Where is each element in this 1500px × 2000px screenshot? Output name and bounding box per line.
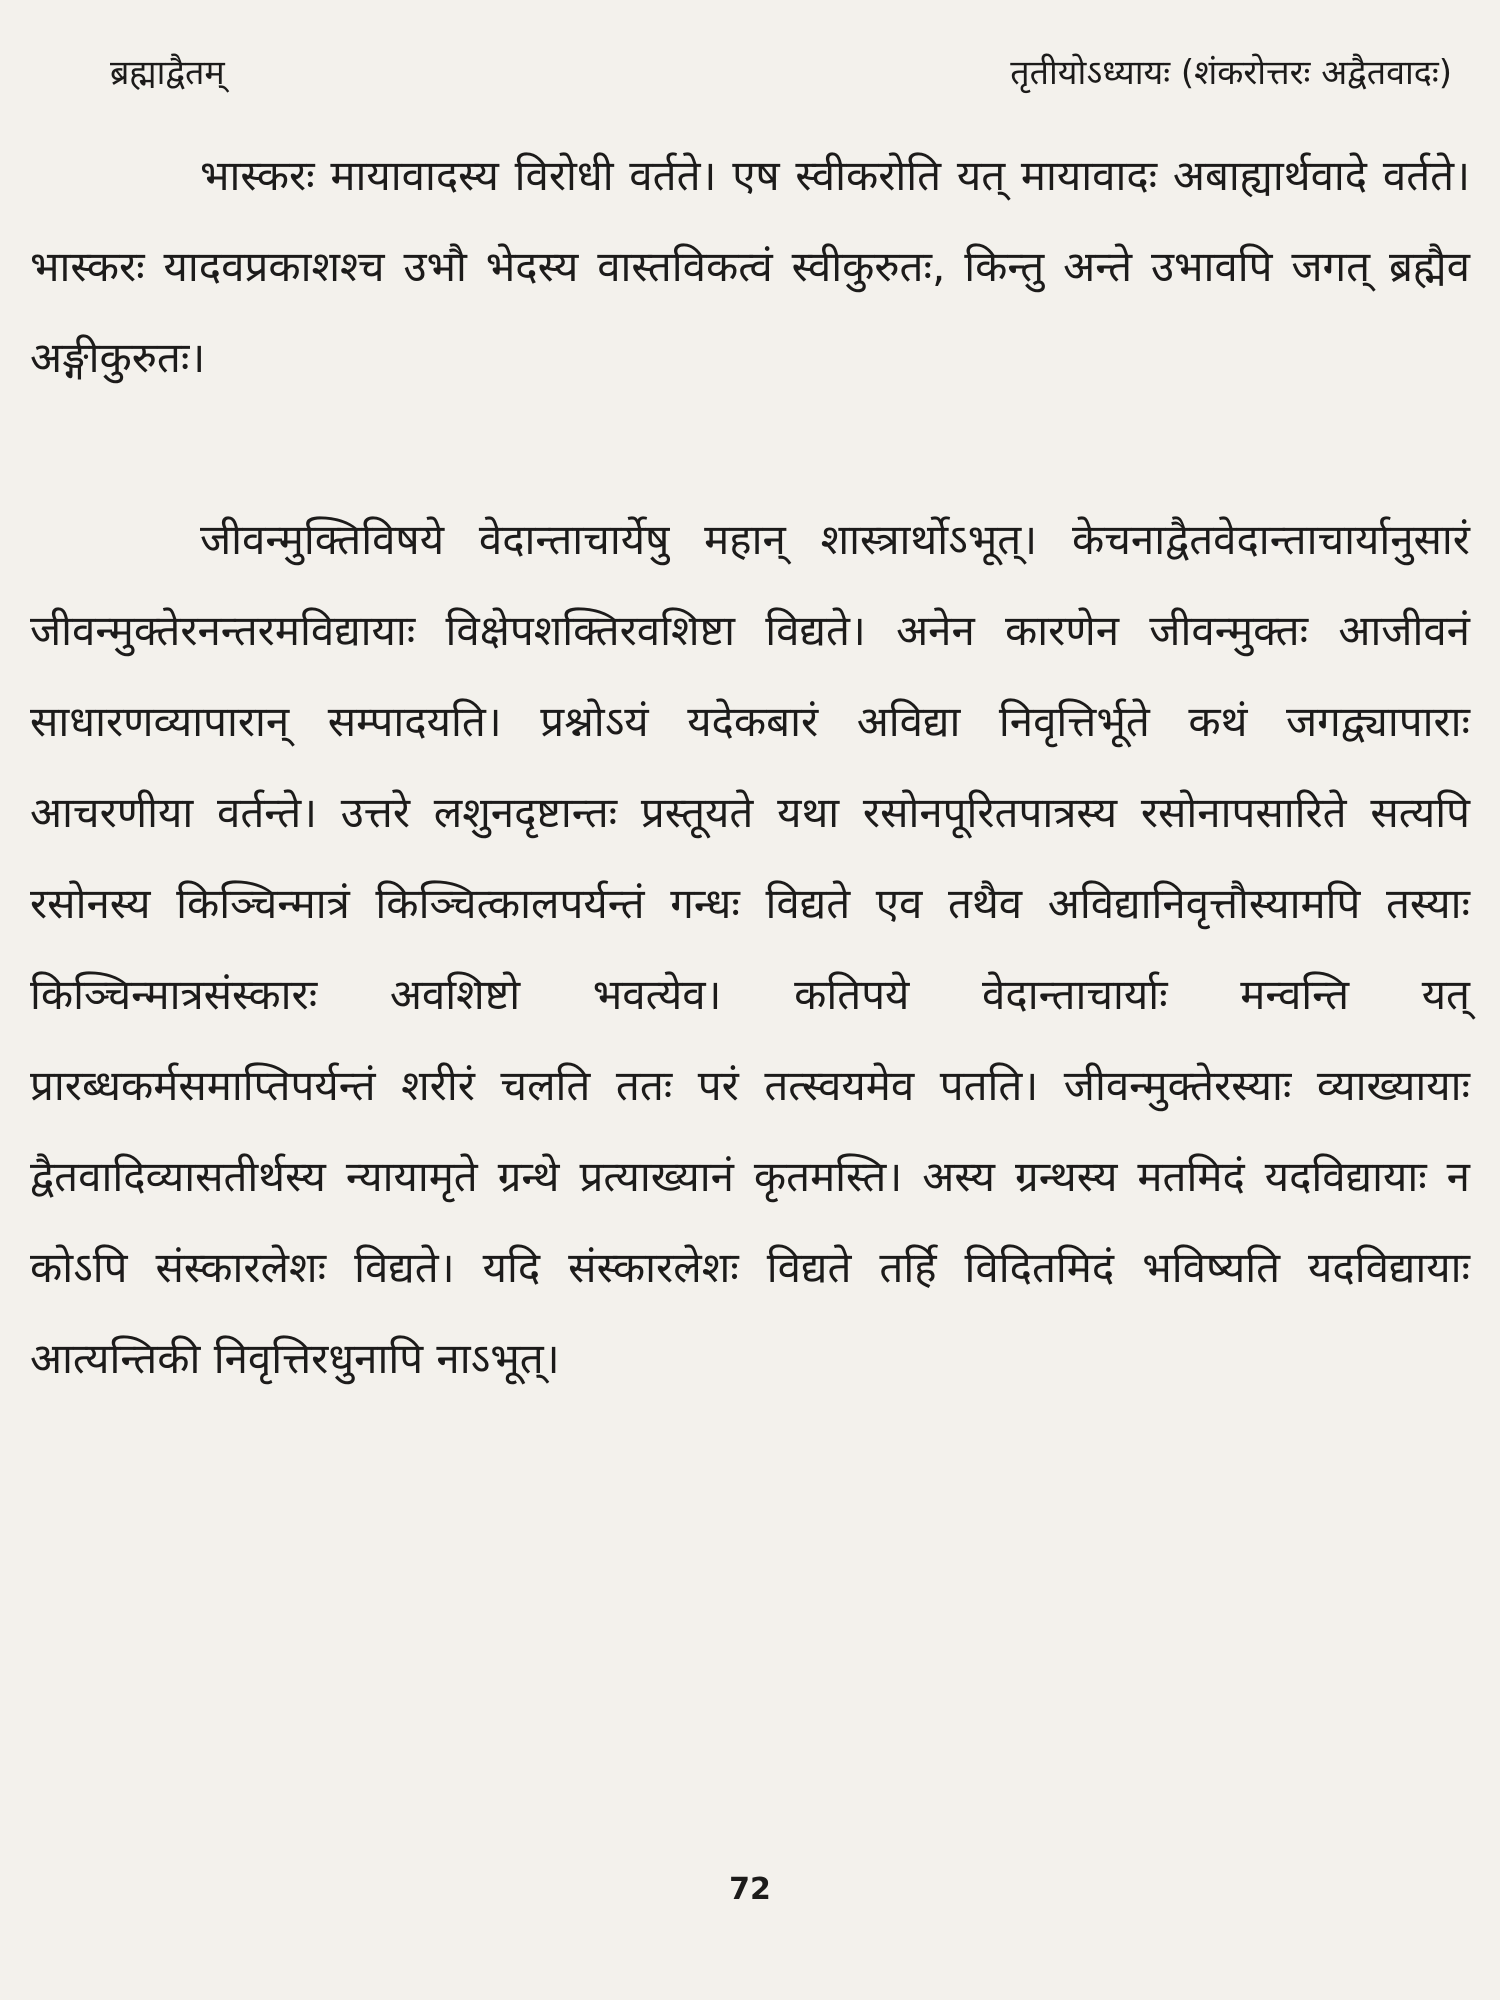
book-title: ब्रह्माद्वैतम् [110, 53, 225, 93]
paragraph-2: जीवन्मुक्तिविषये वेदान्ताचार्येषु महान् शास्त्रार्थोऽभूत्। केचनाद्वैतवेदान्ताचार्यानुसारं जीवन्मुक्तेरनन्तरमविद्यायाः विक्षेपशक्तिरवशिष्टा विद्यते। अनेन कारणेन जीवन्मुक्तः आजीवनं साधारणव्यापारान् सम्पादयति। प्रश्नोऽयं यदेकबारं अविद्या निवृत्तिर्भूते कथं जगद्व्यापाराः आचरणीया वर्तन्ते। उत्तरे लशुनदृष्टान्तः प्रस्तूयते यथा रसोनपूरितपात्रस्य रसोनापसारिते सत्यपि रसोनस्य किञ्चिन्मात्रं किञ्चित्कालपर्यन्तं गन्धः विद्यते एव तथैव अविद्यानिवृत्तौस्यामपि तस्याः किञ्चिन्मात्रसंस्कारः अवशिष्टो भवत्येव। कतिपये वेदान्ताचार्याः मन्वन्ति यत् प्रारब्धकर्मसमाप्तिपर्यन्तं शरीरं चलति ततः परं तत्स्वयमेव पतति। जीवन्मुक्तेरस्याः व्याख्यायाः द्वैतवादिव्यासतीर्थस्य न्यायामृते ग्रन्थे प्रत्याख्यानं कृतमस्ति। अस्य ग्रन्थस्य मतमिदं यदविद्यायाः न कोऽपि संस्कारलेशः विद्यते। यदि संस्कारलेशः विद्यते तर्हि विदितमिदं भविष्यति यदविद्यायाः आत्यन्तिकी निवृत्तिरधुनापि नाऽभूत्। [30, 515, 1470, 1383]
running-header [0, 0, 1500, 110]
body-text [30, 130, 1470, 1404]
chapter-title: तृतीयोऽध्यायः (शंकरोत्तरः अद्वैतवादः) [1010, 53, 1452, 93]
page-number: 72 [729, 1872, 771, 1907]
paragraph-1: भास्करः मायावादस्य विरोधी वर्तते। एष स्वीकरोति यत् मायावादः अबाह्यार्थवादे वर्तते। भास्करः यादवप्रकाशश्च उभौ भेदस्य वास्तविकत्वं स्वीकुरुतः, किन्तु अन्ते उभावपि जगत् ब्रह्मैव अङ्गीकुरुतः। [30, 151, 1470, 382]
